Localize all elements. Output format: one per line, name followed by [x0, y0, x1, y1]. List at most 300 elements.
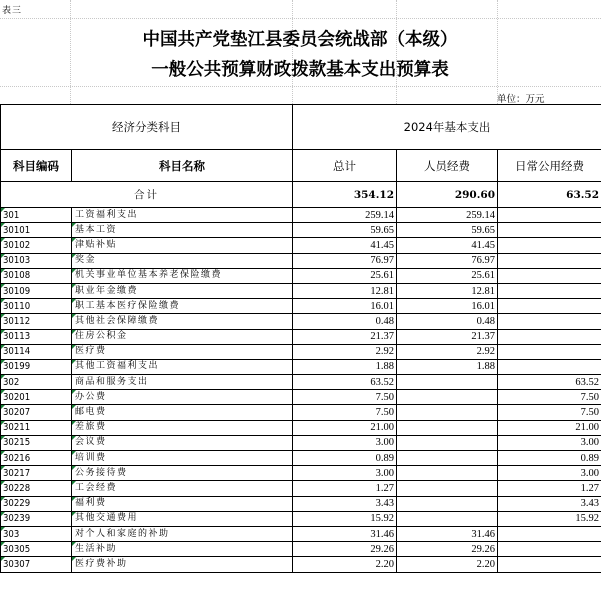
grid-line — [497, 0, 498, 104]
row-daily — [498, 344, 601, 359]
row-code — [1, 238, 72, 253]
row-total — [293, 344, 397, 359]
table-row — [1, 314, 601, 329]
row-name-text: 生活补助 — [75, 543, 118, 554]
row-code — [1, 526, 72, 541]
cell-marker-icon — [72, 254, 76, 258]
cell-marker-icon — [1, 557, 5, 561]
row-name — [72, 208, 293, 223]
row-total-text: 2.20 — [375, 558, 394, 570]
total-personnel: 290.60 — [397, 182, 498, 208]
total-label: 合计 — [1, 182, 293, 208]
row-total-text: 2.92 — [375, 346, 394, 358]
table-row — [1, 435, 601, 450]
row-name-text: 医疗费补助 — [75, 558, 128, 569]
cell-marker-icon — [1, 269, 5, 273]
table-row — [1, 466, 601, 481]
row-code — [1, 466, 72, 481]
row-total — [293, 466, 397, 481]
row-code-text: 301 — [3, 209, 20, 221]
row-code — [1, 542, 72, 557]
row-daily-text: 3.00 — [580, 437, 600, 449]
row-code-text: 30109 — [3, 285, 31, 297]
cell-marker-icon — [1, 345, 5, 349]
row-name — [72, 496, 293, 511]
row-daily — [498, 314, 601, 329]
cell-marker-icon — [72, 238, 76, 242]
row-total — [293, 223, 397, 238]
row-daily — [498, 359, 601, 374]
row-name — [72, 253, 293, 268]
table-row — [1, 359, 601, 374]
row-total — [293, 329, 397, 344]
row-code-text: 30215 — [3, 437, 31, 449]
row-personnel-text: 12.81 — [471, 285, 495, 297]
cell-marker-icon — [1, 512, 5, 516]
cell-marker-icon — [1, 421, 5, 425]
cell-marker-icon — [1, 451, 5, 455]
row-code — [1, 557, 72, 572]
cell-marker-icon — [72, 269, 76, 273]
row-name-text: 医疗费 — [75, 346, 107, 357]
row-daily — [498, 299, 601, 314]
row-name — [72, 481, 293, 496]
row-code-text: 30108 — [3, 270, 31, 282]
row-code-text: 30305 — [3, 543, 31, 555]
row-personnel — [397, 466, 498, 481]
row-personnel — [397, 435, 498, 450]
row-name — [72, 375, 293, 390]
cell-marker-icon — [1, 314, 5, 318]
table-row — [1, 329, 601, 344]
cell-marker-icon — [72, 512, 76, 516]
row-name — [72, 314, 293, 329]
year-header: 2024年基本支出 — [293, 105, 601, 150]
row-total-text: 76.97 — [370, 255, 394, 267]
row-name-text: 职工基本医疗保险缴费 — [75, 300, 181, 311]
row-total — [293, 451, 397, 466]
code-header: 科目编码 — [1, 150, 72, 182]
row-code-text: 30239 — [3, 513, 31, 525]
row-daily — [498, 253, 601, 268]
econ-class-header: 经济分类科目 — [1, 105, 293, 150]
row-name-text: 工资福利支出 — [75, 209, 139, 220]
row-code — [1, 344, 72, 359]
row-personnel-text: 59.65 — [471, 224, 495, 236]
row-personnel — [397, 405, 498, 420]
row-total — [293, 542, 397, 557]
row-name-text: 会议费 — [75, 437, 107, 448]
cell-marker-icon — [1, 254, 5, 258]
row-code — [1, 481, 72, 496]
row-total — [293, 390, 397, 405]
row-total — [293, 238, 397, 253]
row-code-text: 30228 — [3, 482, 31, 494]
row-code — [1, 314, 72, 329]
row-code — [1, 253, 72, 268]
row-name — [72, 435, 293, 450]
row-personnel-text: 41.45 — [471, 239, 495, 251]
cell-marker-icon — [1, 542, 5, 546]
row-daily-text: 7.50 — [580, 391, 600, 403]
row-total-text: 1.88 — [375, 361, 394, 373]
row-daily — [498, 420, 601, 435]
row-total — [293, 435, 397, 450]
table-row — [1, 420, 601, 435]
row-code — [1, 496, 72, 511]
row-total — [293, 557, 397, 572]
row-personnel-text: 31.46 — [471, 528, 495, 540]
row-code — [1, 435, 72, 450]
cell-marker-icon — [1, 481, 5, 485]
cell-marker-icon — [72, 405, 76, 409]
row-daily-text: 63.52 — [575, 376, 600, 388]
row-code — [1, 405, 72, 420]
row-total-text: 31.46 — [370, 528, 394, 540]
row-daily — [498, 511, 601, 526]
cell-marker-icon — [72, 542, 76, 546]
budget-table — [0, 104, 601, 573]
cell-marker-icon — [72, 284, 76, 288]
row-daily — [498, 526, 601, 541]
row-total-text: 3.43 — [375, 498, 394, 510]
personnel-header: 人员经费 — [397, 150, 498, 182]
cell-marker-icon — [72, 223, 76, 227]
row-name-text: 公务接待费 — [75, 467, 128, 478]
row-total — [293, 526, 397, 541]
grid-line — [396, 0, 397, 104]
row-personnel-text: 25.61 — [471, 270, 495, 282]
row-name — [72, 359, 293, 374]
cell-marker-icon — [72, 314, 76, 318]
table-row — [1, 557, 601, 572]
row-personnel-text: 2.20 — [476, 558, 495, 570]
table-row — [1, 496, 601, 511]
row-code-text: 30207 — [3, 407, 31, 419]
row-code — [1, 359, 72, 374]
row-daily — [498, 223, 601, 238]
cell-marker-icon — [72, 436, 76, 440]
cell-marker-icon — [1, 436, 5, 440]
table-row — [1, 299, 601, 314]
row-total-text: 0.89 — [375, 452, 394, 464]
row-code-text: 30216 — [3, 452, 31, 464]
row-personnel — [397, 511, 498, 526]
row-total — [293, 359, 397, 374]
row-code-text: 30101 — [3, 224, 31, 236]
table-row — [1, 526, 601, 541]
row-total-text: 12.81 — [370, 285, 394, 297]
row-name-text: 工会经费 — [75, 482, 118, 493]
row-total — [293, 299, 397, 314]
grid-line — [292, 0, 293, 104]
row-code-text: 30110 — [3, 300, 31, 312]
row-name-text: 津贴补贴 — [75, 239, 118, 250]
table-row — [1, 511, 601, 526]
row-code-text: 303 — [3, 528, 20, 540]
sheet-tag: 表三 — [2, 6, 23, 16]
table-row — [1, 344, 601, 359]
row-code — [1, 299, 72, 314]
row-total-text: 59.65 — [370, 224, 394, 236]
row-personnel-text: 1.88 — [476, 361, 495, 373]
row-name-text: 机关事业单位基本养老保险缴费 — [75, 270, 223, 281]
row-code — [1, 283, 72, 298]
row-total-text: 1.27 — [375, 482, 394, 494]
row-name — [72, 268, 293, 283]
cell-marker-icon — [72, 330, 76, 334]
row-name — [72, 223, 293, 238]
row-personnel — [397, 238, 498, 253]
row-total-text: 63.52 — [370, 376, 394, 388]
table-row — [1, 268, 601, 283]
cell-marker-icon — [1, 360, 5, 364]
row-name-text: 基本工资 — [75, 224, 118, 235]
row-personnel — [397, 420, 498, 435]
table-row — [1, 542, 601, 557]
row-name — [72, 542, 293, 557]
row-name-text: 其他交通费用 — [75, 513, 139, 524]
row-name — [72, 390, 293, 405]
row-personnel — [397, 208, 498, 223]
row-code-text: 30102 — [3, 239, 31, 251]
row-personnel-text: 29.26 — [471, 543, 495, 555]
row-daily — [498, 481, 601, 496]
row-name — [72, 526, 293, 541]
row-daily — [498, 238, 601, 253]
row-personnel — [397, 268, 498, 283]
name-header: 科目名称 — [72, 150, 293, 182]
cell-marker-icon — [1, 390, 5, 394]
row-total-text: 41.45 — [370, 239, 394, 251]
row-daily — [498, 375, 601, 390]
spreadsheet-grid — [0, 0, 601, 104]
row-name — [72, 405, 293, 420]
row-personnel — [397, 283, 498, 298]
row-total — [293, 253, 397, 268]
header-row-1 — [1, 105, 601, 150]
unit-label: 单位：万元 — [497, 94, 545, 105]
row-code-text: 302 — [3, 376, 20, 388]
row-total — [293, 481, 397, 496]
row-total-text: 7.50 — [375, 391, 394, 403]
row-code — [1, 375, 72, 390]
cell-marker-icon — [72, 481, 76, 485]
row-code-text: 30103 — [3, 255, 31, 267]
row-total-text: 259.14 — [365, 209, 394, 221]
row-total — [293, 511, 397, 526]
row-code-text: 30113 — [3, 331, 31, 343]
row-total — [293, 314, 397, 329]
row-personnel-text: 259.14 — [466, 209, 495, 221]
row-code — [1, 223, 72, 238]
cell-marker-icon — [1, 208, 5, 212]
row-code-text: 30217 — [3, 467, 31, 479]
row-name — [72, 344, 293, 359]
row-name-text: 其他社会保障缴费 — [75, 315, 160, 326]
cell-marker-icon — [72, 497, 76, 501]
row-personnel — [397, 344, 498, 359]
row-personnel — [397, 314, 498, 329]
row-code — [1, 390, 72, 405]
row-daily — [498, 390, 601, 405]
row-daily — [498, 557, 601, 572]
row-total — [293, 283, 397, 298]
row-code-text: 30229 — [3, 498, 31, 510]
row-total-text: 25.61 — [370, 270, 394, 282]
row-code — [1, 420, 72, 435]
row-personnel-text: 76.97 — [471, 255, 495, 267]
cell-marker-icon — [1, 497, 5, 501]
row-daily-text: 0.89 — [580, 452, 600, 464]
row-code-text: 30211 — [3, 422, 31, 434]
row-total-text: 0.48 — [375, 315, 394, 327]
row-code-text: 30114 — [3, 346, 31, 358]
row-name-text: 其他工资福利支出 — [75, 361, 160, 372]
row-name-text: 职业年金缴费 — [75, 285, 139, 296]
total-header: 总计 — [293, 150, 397, 182]
row-name-text: 办公费 — [75, 391, 107, 402]
row-name-text: 差旅费 — [75, 422, 107, 433]
row-personnel — [397, 253, 498, 268]
daily-header: 日常公用经费 — [498, 150, 601, 182]
row-personnel-text: 16.01 — [471, 300, 495, 312]
row-daily-text: 21.00 — [575, 422, 600, 434]
row-name-text: 邮电费 — [75, 407, 107, 418]
row-daily — [498, 435, 601, 450]
cell-marker-icon — [1, 405, 5, 409]
page-title: 中国共产党垫江县委员会统战部（本级） — [142, 30, 458, 50]
row-total — [293, 375, 397, 390]
row-total-text: 21.00 — [370, 422, 394, 434]
grid-line — [0, 86, 601, 87]
table-row — [1, 451, 601, 466]
cell-marker-icon — [72, 451, 76, 455]
row-personnel — [397, 526, 498, 541]
table-row — [1, 405, 601, 420]
row-code — [1, 268, 72, 283]
table-row — [1, 208, 601, 223]
row-personnel-text: 21.37 — [471, 331, 495, 343]
row-total-text: 3.00 — [375, 467, 394, 479]
row-daily — [498, 268, 601, 283]
table-row — [1, 375, 601, 390]
header-row-2 — [1, 150, 601, 182]
row-total-text: 15.92 — [370, 513, 394, 525]
row-code-text: 30307 — [3, 558, 31, 570]
row-daily — [498, 405, 601, 420]
row-total — [293, 268, 397, 283]
cell-marker-icon — [1, 223, 5, 227]
row-code-text: 30201 — [3, 391, 31, 403]
table-row — [1, 390, 601, 405]
total-daily: 63.52 — [498, 182, 601, 208]
row-name — [72, 420, 293, 435]
row-daily — [498, 329, 601, 344]
grid-line — [70, 0, 71, 104]
row-name — [72, 466, 293, 481]
total-total: 354.12 — [293, 182, 397, 208]
grid-line — [0, 18, 601, 19]
row-personnel — [397, 375, 498, 390]
row-total — [293, 405, 397, 420]
row-personnel — [397, 223, 498, 238]
row-code-text: 30199 — [3, 361, 31, 373]
table-row — [1, 481, 601, 496]
row-personnel-text: 0.48 — [476, 315, 495, 327]
row-code — [1, 451, 72, 466]
row-daily-text: 1.27 — [580, 482, 600, 494]
row-personnel — [397, 451, 498, 466]
cell-marker-icon — [72, 557, 76, 561]
row-name — [72, 329, 293, 344]
row-code — [1, 329, 72, 344]
row-total — [293, 496, 397, 511]
row-name-text: 奖金 — [75, 255, 97, 266]
row-name — [72, 451, 293, 466]
table-row — [1, 283, 601, 298]
row-daily-text: 7.50 — [580, 407, 600, 419]
row-code — [1, 208, 72, 223]
row-name-text: 对个人和家庭的补助 — [75, 528, 170, 539]
total-row — [1, 182, 601, 208]
cell-marker-icon — [72, 421, 76, 425]
table-row — [1, 223, 601, 238]
row-name-text: 培训费 — [75, 452, 107, 463]
cell-marker-icon — [1, 466, 5, 470]
row-total-text: 21.37 — [370, 331, 394, 343]
row-daily-text: 3.00 — [580, 467, 600, 479]
cell-marker-icon — [1, 375, 5, 379]
row-daily — [498, 283, 601, 298]
row-name-text: 商品和服务支出 — [75, 376, 149, 387]
row-personnel — [397, 496, 498, 511]
cell-marker-icon — [1, 527, 5, 531]
cell-marker-icon — [72, 360, 76, 364]
row-name — [72, 511, 293, 526]
table-row — [1, 238, 601, 253]
cell-marker-icon — [72, 299, 76, 303]
row-daily-text: 15.92 — [575, 513, 600, 525]
row-personnel-text: 2.92 — [476, 346, 495, 358]
cell-marker-icon — [1, 238, 5, 242]
row-daily — [498, 451, 601, 466]
row-daily-text: 3.43 — [580, 498, 600, 510]
cell-marker-icon — [72, 466, 76, 470]
row-name-text: 住房公积金 — [75, 331, 128, 342]
row-total-text: 16.01 — [370, 300, 394, 312]
row-personnel — [397, 542, 498, 557]
row-name — [72, 283, 293, 298]
row-total-text: 3.00 — [375, 437, 394, 449]
row-personnel — [397, 557, 498, 572]
row-total — [293, 420, 397, 435]
cell-marker-icon — [1, 330, 5, 334]
row-code-text: 30112 — [3, 315, 31, 327]
row-code — [1, 511, 72, 526]
row-name — [72, 299, 293, 314]
cell-marker-icon — [1, 284, 5, 288]
row-personnel — [397, 299, 498, 314]
row-daily — [498, 542, 601, 557]
cell-marker-icon — [72, 390, 76, 394]
row-daily — [498, 466, 601, 481]
row-name — [72, 238, 293, 253]
cell-marker-icon — [1, 299, 5, 303]
row-name-text: 福利费 — [75, 498, 107, 509]
table-row — [1, 253, 601, 268]
row-total-text: 7.50 — [375, 407, 394, 419]
